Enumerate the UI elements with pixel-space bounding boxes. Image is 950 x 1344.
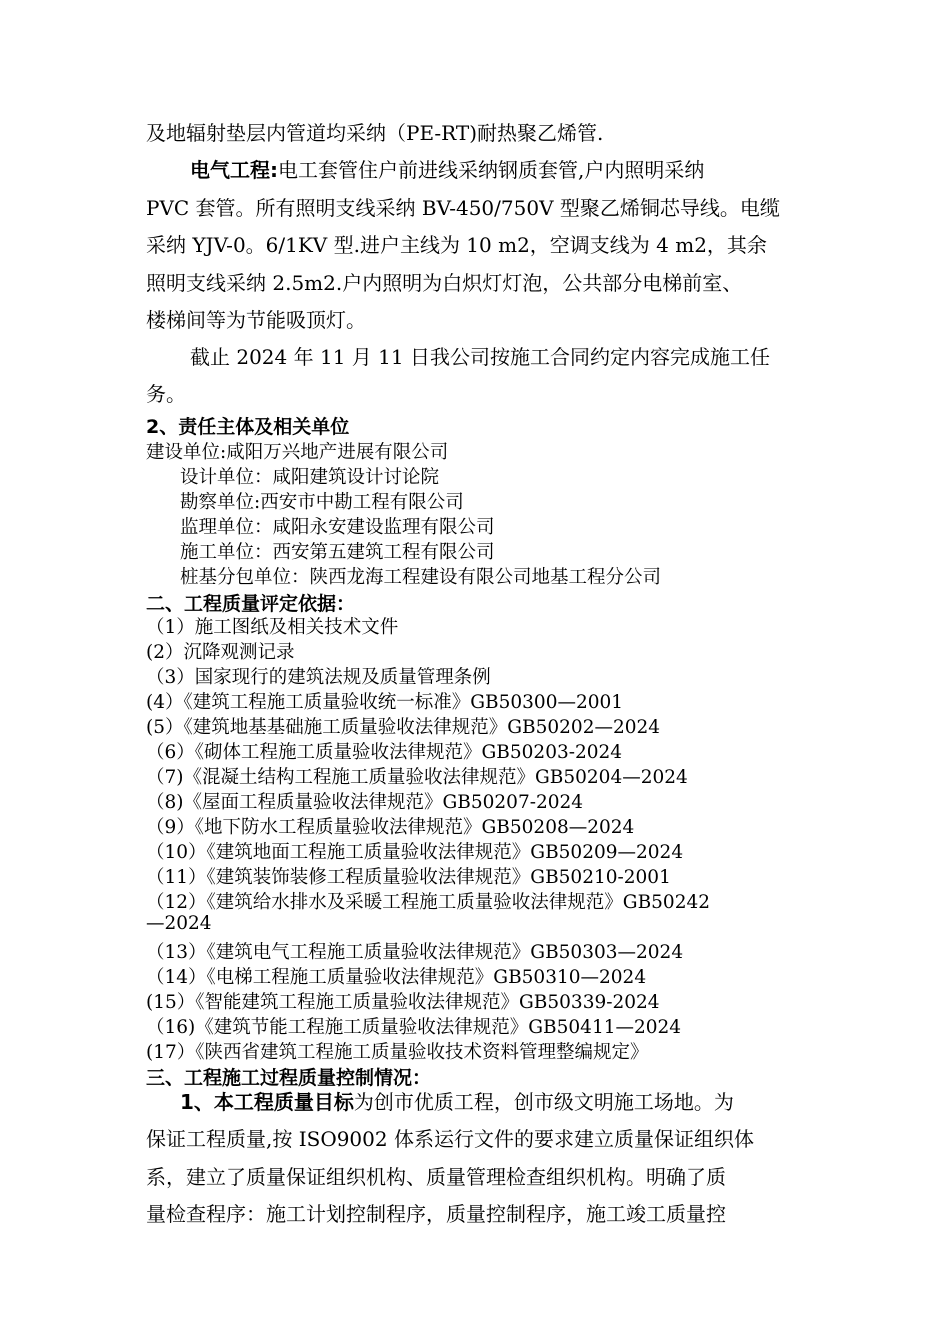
basis-item: （12）《建筑给水排水及采暖工程施工质量验收法律规范》GB50242	[146, 892, 711, 913]
electrical-label: 电气工程:	[190, 158, 278, 182]
basis-item: （14）《电梯工程施工质量验收法律规范》GB50310—2024	[146, 967, 647, 988]
electrical-line-2: PVC 套管。所有照明支线采纳 BV-450/750V 型聚乙烯铜芯导线。电缆	[146, 196, 780, 220]
section-3-line-4: 量检查程序：施工计划控制程序，质量控制程序，施工竣工质量控	[146, 1202, 726, 1226]
quality-target-label: 1、本工程质量目标	[180, 1090, 354, 1114]
basis-item: （13）《建筑电气工程施工质量验收法律规范》GB50303—2024	[146, 942, 684, 963]
basis-item: （1）施工图纸及相关技术文件	[146, 617, 399, 638]
basis-item: (4）《建筑工程施工质量验收统一标准》GB50300—2001	[146, 692, 624, 713]
basis-item: (15）《智能建筑工程施工质量验收法律规范》GB50339-2024	[146, 992, 660, 1013]
electrical-line-4: 照明支线采纳 2.5m2.户内照明为白炽灯灯泡，公共部分电梯前室、	[146, 271, 743, 295]
basis-item: （10）《建筑地面工程施工质量验收法律规范》GB50209—2024	[146, 842, 684, 863]
unit-line: 监理单位：咸阳永安建设监理有限公司	[180, 517, 495, 538]
basis-item-continuation: —2024	[146, 913, 212, 934]
electrical-line-3: 采纳 YJV-0。6/1KV 型.进户主线为 10 m2，空调支线为 4 m2，其余	[146, 233, 767, 257]
section-3-heading: 三、工程施工过程质量控制情况：	[146, 1067, 432, 1089]
basis-item: （8)《屋面工程质量验收法律规范》GB50207-2024	[146, 792, 584, 813]
basis-item: （9）《地下防水工程质量验收法律规范》GB50208—2024	[146, 817, 635, 838]
basis-item: （16)《建筑节能工程施工质量验收法律规范》GB50411—2024	[146, 1017, 682, 1038]
unit-line: 建设单位:咸阳万兴地产进展有限公司	[146, 442, 449, 463]
pipe-material-line: 及地辐射垫层内管道均采纳（PE-RT)耐热聚乙烯管.	[146, 121, 604, 145]
completion-line-1: 截止 2024 年 11 月 11 日我公司按施工合同约定内容完成施工任	[190, 345, 770, 369]
basis-item: （11）《建筑装饰装修工程质量验收法律规范》GB50210-2001	[146, 867, 671, 888]
completion-line-2: 务。	[146, 382, 186, 406]
section-2-heading: 2、责任主体及相关单位	[146, 416, 350, 438]
basis-item: (5）《建筑地基基础施工质量验收法律规范》GB50202—2024	[146, 717, 661, 738]
basis-item: (17）《陕西省建筑工程施工质量验收技术资料管理整编规定》	[146, 1042, 649, 1063]
basis-item: （6）《砌体工程施工质量验收法律规范》GB50203-2024	[146, 742, 623, 763]
quality-basis-heading: 二、工程质量评定依据：	[146, 593, 356, 615]
basis-item: （3）国家现行的建筑法规及质量管理条例	[146, 667, 491, 688]
section-3-line-3: 系，建立了质量保证组织机构、质量管理检查组织机构。明确了质	[146, 1165, 726, 1189]
unit-line: 勘察单位:西安市中勘工程有限公司	[180, 492, 464, 513]
quality-target-line	[180, 1086, 734, 1115]
quality-target-text: 为创市优质工程，创市级文明施工场地。为	[353, 1090, 734, 1114]
section-3-line-2: 保证工程质量,按 ISO9002 体系运行文件的要求建立质量保证组织体	[146, 1127, 754, 1151]
unit-line: 桩基分包单位：陕西龙海工程建设有限公司地基工程分公司	[180, 567, 662, 588]
unit-line: 设计单位：咸阳建筑设计讨论院	[180, 467, 440, 488]
unit-line: 施工单位：西安第五建筑工程有限公司	[180, 542, 495, 563]
basis-item: （7)《混凝土结构工程施工质量验收法律规范》GB50204—2024	[146, 767, 688, 788]
electrical-line-1	[190, 154, 704, 183]
electrical-line-5: 楼梯间等为节能吸顶灯。	[146, 308, 366, 332]
basis-item: (2）沉降观测记录	[146, 642, 295, 663]
electrical-text-1: 电工套管住户前进线采纳钢质套管,户内照明采纳	[278, 158, 705, 182]
